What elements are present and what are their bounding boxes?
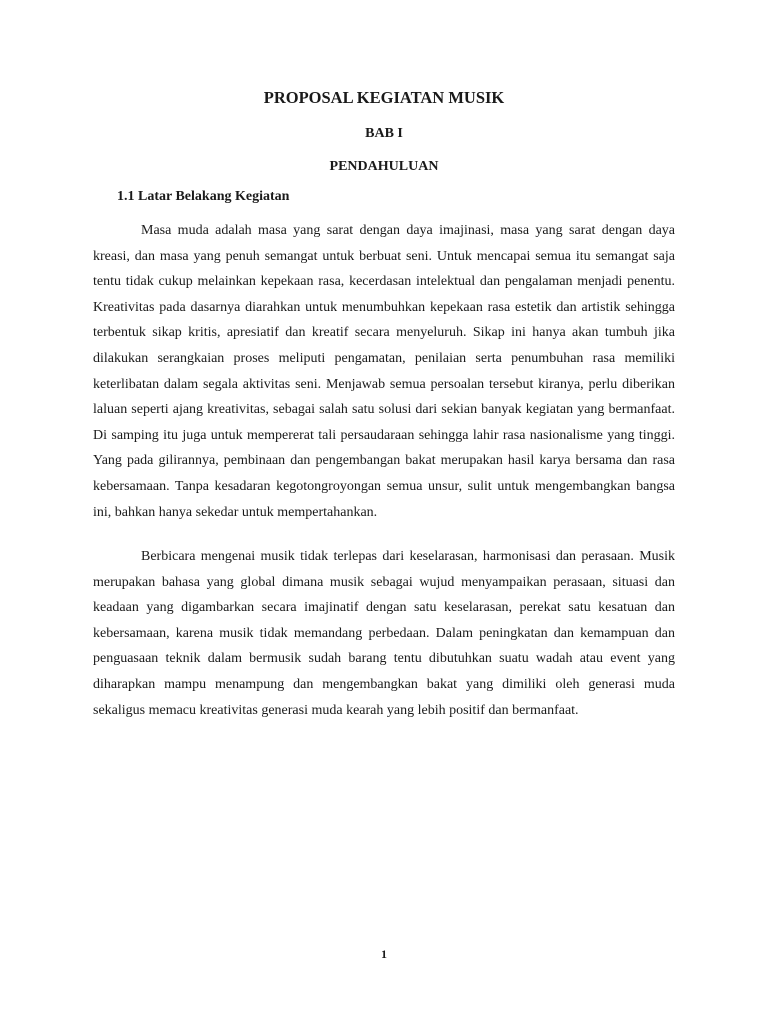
paragraph-1-container xyxy=(93,218,675,525)
chapter-title: PENDAHULUAN xyxy=(329,159,439,174)
page-number: 1 xyxy=(381,947,387,961)
paragraph-2: Berbicara mengenai musik tidak terlepas dari keselarasan, harmonisasi dan perasaan. Musik merupakan bahasa yang global dimana musik sebagai wujud menyampaikan perasaan, situasi dan keadaan yang digambarkan secara imajinatif dengan satu keselarasan, perekat satu kesatuan dan kebersamaan, karena musik tidak memandang perbedaan. Dalam peningkatan dan kemampuan dan penguasaan teknik dalam bermusik sudah barang tentu dibutuhkan suatu wadah atau event yang diharapkan mampu menampung dan mengembangkan bakat yang dimiliki oleh generasi muda sekaligus memacu kreativitas generasi muda kearah yang lebih positif dan bermanfaat. xyxy=(93,549,675,718)
paragraph-2-container xyxy=(93,544,675,723)
paragraph-1: Masa muda adalah masa yang sarat dengan daya imajinasi, masa yang sarat dengan daya kreasi, dan masa yang penuh semangat untuk berbuat seni. Untuk mencapai semua itu semangat saja tentu tidak cukup melainkan kepekaan rasa, kecerdasan intelektual dan pengalaman menjadi penentu. Kreativitas pada dasarnya diarahkan untuk menumbuhkan kepekaan rasa estetik dan artistik sehingga terbentuk sikap kritis, apresiatif dan kreatif secara menyeluruh. Sikap ini hanya akan tumbuh jika dilakukan serangkaian proses meliputi pengamatan, penilaian serta penumbuhan rasa memiliki keterlibatan dalam segala aktivitas seni. Menjawab semua persoalan tersebut kiranya, perlu diberikan laluan seperti ajang kreativitas, sebagai salah satu solusi dari sekian banyak kegiatan yang bermanfaat. Di samping itu juga untuk mempererat tali persaudaraan sehingga lahir rasa nasionalisme yang tinggi. Yang pada gilirannya, pembinaan dan pengembangan bakat merupakan hasil karya bersama dan rasa kebersamaan. Tanpa kesadaran kegotongroyongan semua unsur, sulit untuk mengembangkan bangsa ini, bahkan hanya sekedar untuk mempertahankan. xyxy=(93,223,675,520)
chapter-number: BAB I xyxy=(365,126,403,141)
document-title: PROPOSAL KEGIATAN MUSIK xyxy=(263,88,505,107)
section-heading: 1.1 Latar Belakang Kegiatan xyxy=(117,189,290,204)
